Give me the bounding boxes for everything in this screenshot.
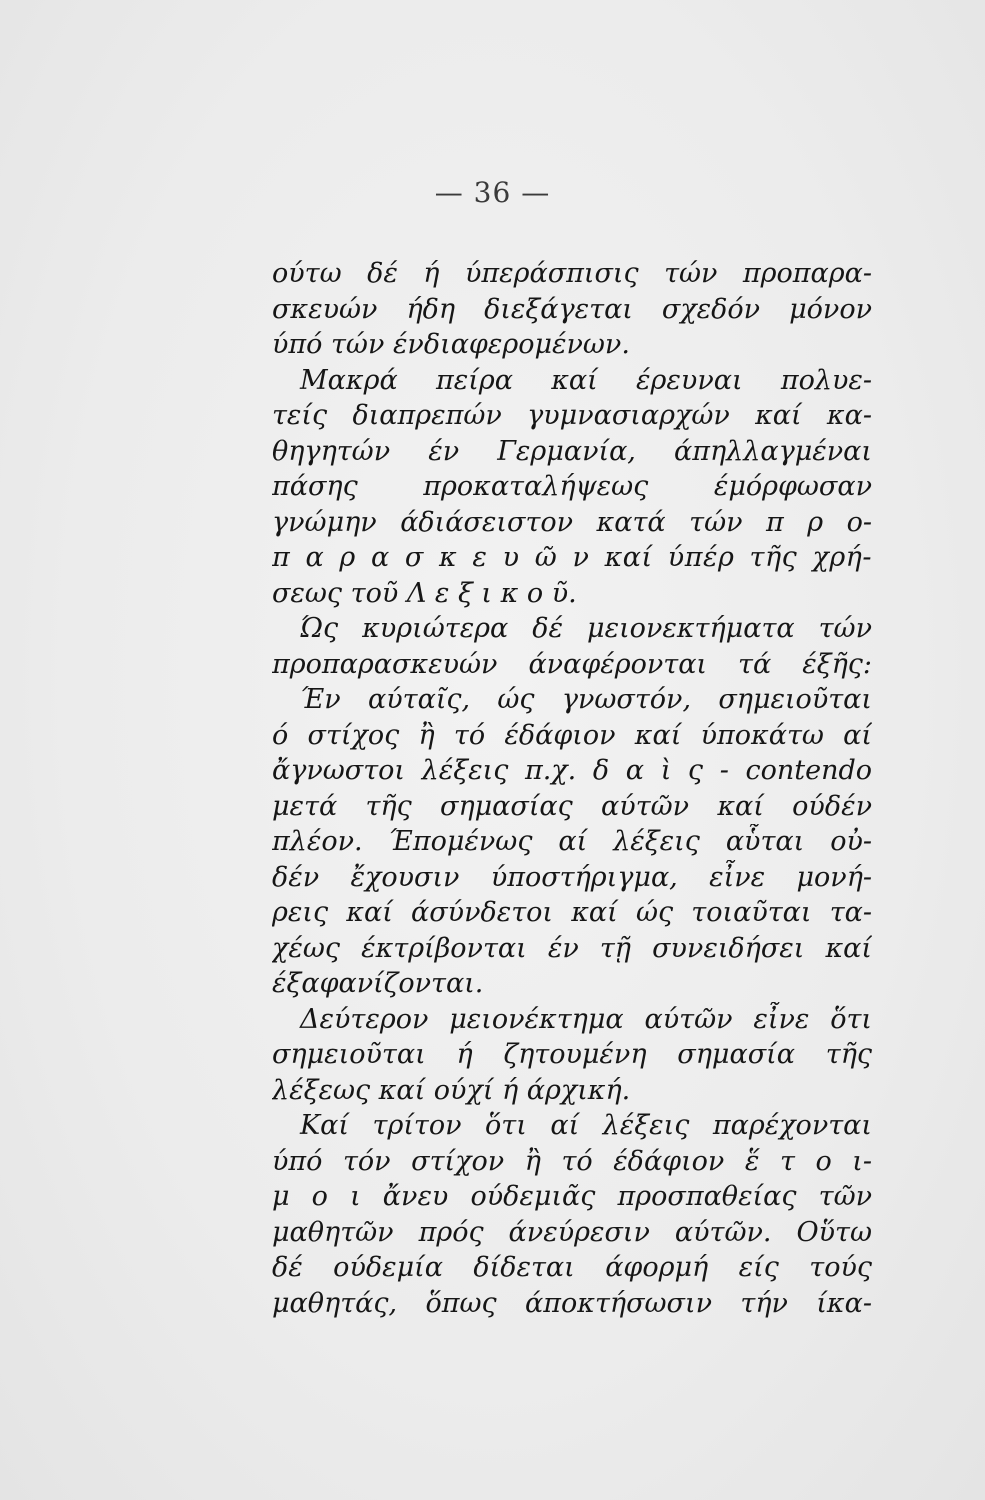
- text-line: ἄγνωστοι λέξεις π.χ. δ α ὶ ς - contendo: [272, 755, 872, 786]
- text-line: π α ρ α σ κ ε υ ῶ ν καί ύπέρ τῆς χρή-: [272, 542, 872, 573]
- text-line: ύπό τόν στίχον ἢ τό έδάφιον ἕ τ ο ι-: [272, 1145, 872, 1177]
- text-line: γνώμην άδιάσειστον κατά τών π ρ ο-: [272, 506, 872, 538]
- text-line: προπαρασκευών άναφέρονται τά έξῆς:: [272, 648, 872, 680]
- text-line: δέν ἔχουσιν ύποστήριγμα, εἶνε μονή-: [272, 861, 872, 893]
- text-line: ούτω δέ ή ύπεράσπισις τών προπαρα-: [272, 258, 872, 289]
- text-line: σκευών ήδη διεξάγεται σχεδόν μόνον: [272, 293, 872, 325]
- text-line: ρεις καί άσύνδετοι καί ώς τοιαῦται τα-: [272, 897, 872, 928]
- text-line: ό στίχος ἢ τό έδάφιον καί ύποκάτω αί: [272, 719, 872, 751]
- text-line: ύπό τών ένδιαφερομένων.: [272, 329, 630, 360]
- text-line: θηγητών έν Γερμανία, άπηλλαγμέναι: [272, 435, 872, 467]
- page-number: — 36 —: [434, 176, 551, 209]
- text-line: Καί τρίτον ὅτι αί λέξεις παρέχονται: [300, 1110, 872, 1141]
- text-line: Δεύτερον μειονέκτημα αύτῶν εἶνε ὅτι: [300, 1003, 872, 1035]
- text-line: έξαφανίζονται.: [272, 968, 484, 999]
- text-line: μαθητάς, ὅπως άποκτήσωσιν τήν ίκα-: [272, 1287, 872, 1319]
- text-line: Έν αύταῖς, ώς γνωστόν, σημειοῦται: [300, 684, 872, 715]
- text-line: δέ ούδεμία δίδεται άφορμή είς τούς: [272, 1252, 872, 1283]
- text-line: χέως έκτρίβονται έν τῇ συνειδήσει καί: [272, 932, 872, 964]
- text-line: πλέον. Έπομένως αί λέξεις αὗται οὐ-: [272, 826, 872, 857]
- text-line: σεως τοῦ Λ ε ξ ι κ ο ῦ.: [272, 577, 577, 609]
- body-text: [272, 256, 872, 1321]
- text-line: πάσης προκαταλήψεως έμόρφωσαν: [272, 471, 872, 502]
- text-line: τείς διαπρεπών γυμνασιαρχών καί κα-: [272, 400, 872, 431]
- text-line: Ώς κυριώτερα δέ μειονεκτήματα τών: [300, 613, 872, 644]
- text-line: λέξεως καί ούχί ή άρχική.: [272, 1074, 631, 1106]
- text-line: σημειοῦται ή ζητουμένη σημασία τῆς: [272, 1039, 872, 1070]
- text-line: Μακρά πείρα καί έρευναι πολυε-: [300, 364, 872, 396]
- text-line: μετά τῆς σημασίας αύτῶν καί ούδέν: [272, 790, 872, 822]
- text-line: μαθητῶν πρός άνεύρεσιν αύτῶν. Οὕτω: [272, 1216, 872, 1248]
- text-line: μ ο ι ἄνευ ούδεμιᾶς προσπαθείας τῶν: [272, 1181, 872, 1212]
